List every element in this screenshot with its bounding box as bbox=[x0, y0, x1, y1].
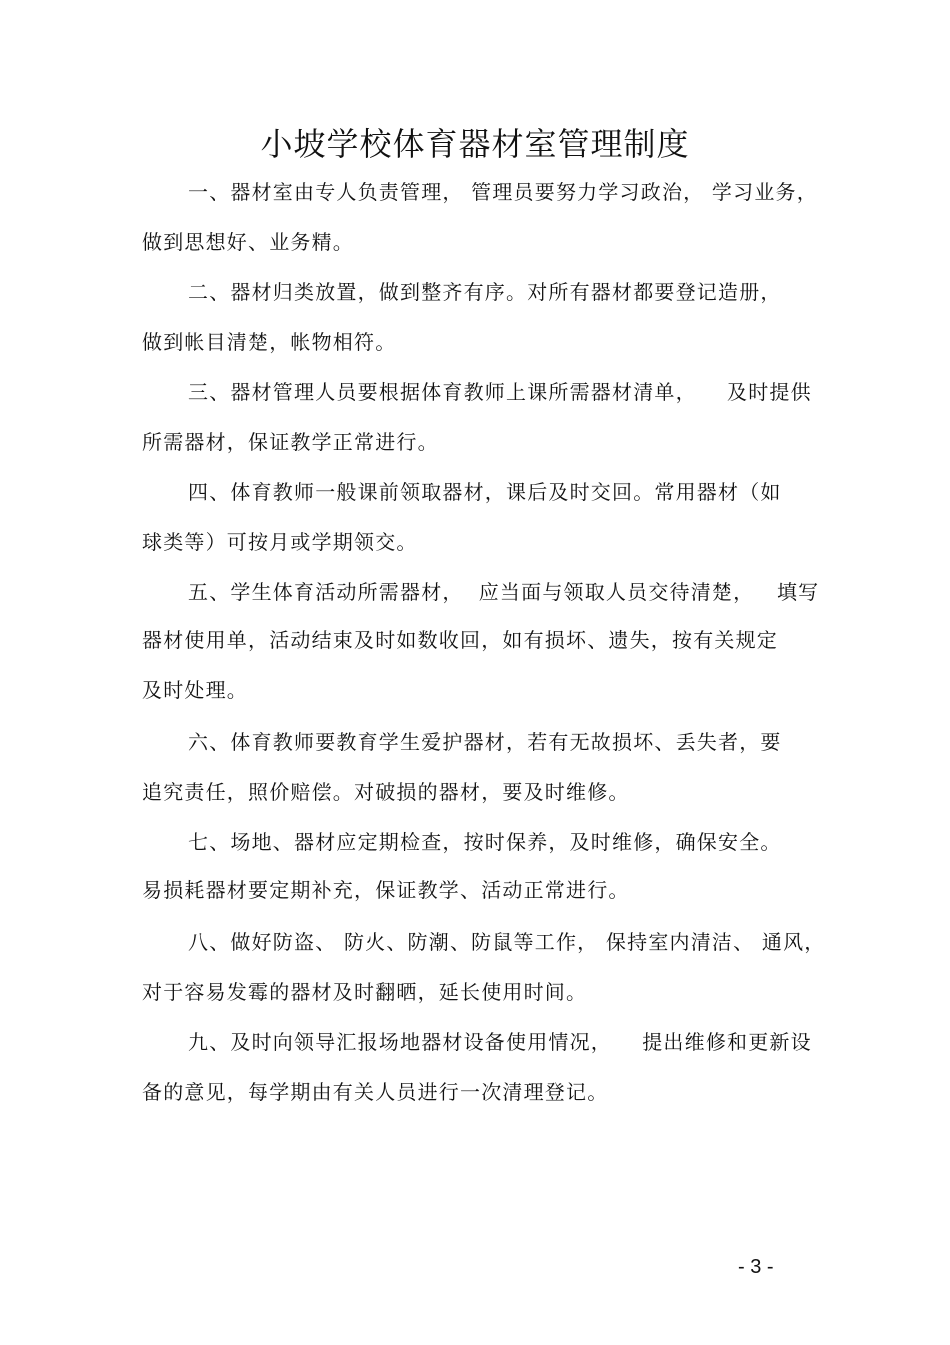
rule-6-line-1: 六、体育教师要教育学生爱护器材，若有无故损坏、丢失者，要 bbox=[188, 730, 782, 754]
rule-8-line-2: 对于容易发霉的器材及时翻晒，延长使用时间。 bbox=[142, 980, 588, 1004]
rule-9-line-1: 九、及时向领导汇报场地器材设备使用情况， 提出维修和更新设 bbox=[188, 1030, 812, 1054]
rule-1-line-1: 一、器材室由专人负责管理， 管理员要努力学习政治， 学习业务， bbox=[188, 180, 818, 204]
rule-4-line-1: 四、体育教师一般课前领取器材，课后及时交回。常用器材（如 bbox=[188, 480, 782, 504]
rule-7-line-1: 七、场地、器材应定期检查，按时保养，及时维修，确保安全。 bbox=[188, 830, 782, 854]
rule-7-line-2: 易损耗器材要定期补充，保证教学、活动正常进行。 bbox=[142, 878, 630, 902]
rule-5-line-2: 器材使用单，活动结束及时如数收回，如有损坏、遗失，按有关规定 bbox=[142, 628, 778, 652]
rule-3-line-1: 三、器材管理人员要根据体育教师上课所需器材清单， 及时提供 bbox=[188, 380, 812, 404]
page-title: 小坡学校体育器材室管理制度 bbox=[260, 125, 690, 163]
rule-4-line-2: 球类等）可按月或学期领交。 bbox=[142, 530, 418, 554]
page-number: - 3 - bbox=[738, 1256, 774, 1278]
rule-2-line-1: 二、器材归类放置，做到整齐有序。对所有器材都要登记造册， bbox=[188, 280, 782, 304]
rule-5-line-1: 五、学生体育活动所需器材， 应当面与领取人员交待清楚， 填写 bbox=[188, 580, 820, 604]
rule-6-line-2: 追究责任，照价赔偿。对破损的器材，要及时维修。 bbox=[142, 780, 630, 804]
rule-5-line-3: 及时处理。 bbox=[142, 678, 248, 702]
rule-1-line-2: 做到思想好、业务精。 bbox=[142, 230, 354, 254]
rule-3-line-2: 所需器材，保证教学正常进行。 bbox=[142, 430, 439, 454]
rule-8-line-1: 八、做好防盗、 防火、防潮、防鼠等工作， 保持室内清洁、 通风， bbox=[188, 930, 826, 954]
rule-9-line-2: 备的意见，每学期由有关人员进行一次清理登记。 bbox=[142, 1080, 609, 1104]
rule-2-line-2: 做到帐目清楚，帐物相符。 bbox=[142, 330, 397, 354]
